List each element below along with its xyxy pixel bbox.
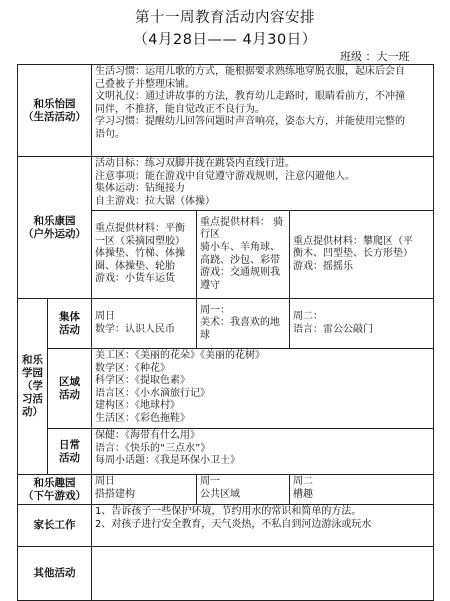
sport-line: 集体运动：钻绳接力 [95, 183, 185, 195]
area-line: 语言区：《小水滴旅行记》 [95, 387, 210, 399]
other-header: 其他活动 [18, 547, 92, 601]
collective-header: 集体 活动 [48, 299, 92, 349]
area-line: 生活区：《彩色拖鞋》 [95, 412, 190, 424]
area-header: 区域 活动 [48, 349, 92, 429]
schedule-table [17, 64, 434, 601]
health-line: 己叠被子并整理床铺。 [95, 78, 195, 90]
health-line: 同伴，不推挤，能自觉改正不良行为。 [95, 103, 265, 115]
health-line: 文明礼仪：通过讲故事的方法，教育幼儿走路时，眼睛看前方，不冲撞 [95, 91, 405, 103]
parents-line: 2、对孩子进行安全教育，天气炎热，不私自到河边游泳或玩水 [95, 518, 372, 530]
parents-header: 家长工作 [18, 505, 92, 547]
sport-line: 注意事项：能在游戏中自觉遵守游戏规则，注意闪避他人。 [95, 170, 355, 182]
parents-line: 1、告诉孩子一些保护环境，节约用水的常识和简单的方法。 [95, 506, 362, 517]
area-line: 建构区：《地球村》 [95, 400, 180, 412]
health-line: 生活习惯：运用儿歌的方式，能根据要求熟练地穿脱衣服，起床后会自 [95, 66, 405, 77]
daily-line: 语言：《快乐的“三点水”》 [95, 442, 211, 454]
collective-cell-tue: 周二： 语言：雷公公敲门 [290, 299, 434, 349]
sport-line: 活动目标：练习双脚并拢在跳袋内直线行进。 [95, 158, 295, 169]
daily-header: 日常 活动 [48, 429, 92, 475]
daily-content [92, 429, 434, 475]
collective-cell-mon: 周一： 美术：我喜欢的地 球 [197, 299, 290, 349]
area-line: 科学区：《提取色素》 [95, 375, 190, 387]
fun-cell-mon: 周一 公共区域 [197, 475, 290, 505]
health-line: 语句。 [95, 128, 125, 140]
sport-line: 自主游戏：拉大锯（体操） [95, 195, 215, 207]
sport-goals [92, 157, 434, 211]
document-date-range: （4月28日—— 4月30日） [133, 32, 317, 48]
area-line: 数学区：《种花》 [95, 362, 170, 374]
health-content [92, 65, 434, 157]
sport-material-2: 重点提供材料： 骑 行区 骑小车、羊角球、 高跷、沙包、彩带 游戏：交通规则我 遵守 [197, 211, 290, 299]
fun-cell-tue: 周二 槽趣 [290, 475, 434, 505]
class-label: 班级 ：大一班 [340, 50, 410, 63]
area-line: 美工区：《美丽的花朵》《美丽的花树》 [95, 350, 265, 361]
fun-cell-sun: 周日 搭搭建构 [92, 475, 197, 505]
daily-line: 每周小话题：《我是环保小卫士》 [95, 455, 240, 467]
parents-content [92, 505, 434, 547]
sport-material-1: 重点提供材料：平衡 一区（采摘园塑胶） 体操垫、竹梯、体操 圈、体操垫、轮胎 游戏：小货车运货 [92, 211, 197, 299]
document-title: 第十一周教育活动内容安排 [135, 10, 315, 26]
sport-material-3: 重点提供材料：攀爬区（平 衡木、凹型垫、长方形垫） 游戏：摇摇乐 [290, 211, 434, 299]
sport-header: 和乐康园 （户外运动） [18, 157, 92, 299]
study-group-header: 和乐 学园 （学 习活 动） [18, 299, 48, 475]
health-header: 和乐怡园 （生活活动） [18, 65, 92, 157]
other-content [92, 547, 434, 601]
daily-line: 保健：《海带有什么用》 [95, 430, 200, 441]
area-content [92, 349, 434, 429]
health-line: 学习习惯：提醒幼儿回答问题时声音响亮，姿态大方，并能使用完整的 [95, 116, 405, 128]
fun-header: 和乐趣园 （下午游戏） [18, 475, 92, 505]
collective-cell-sun: 周日 数学：认识人民币 [92, 299, 197, 349]
